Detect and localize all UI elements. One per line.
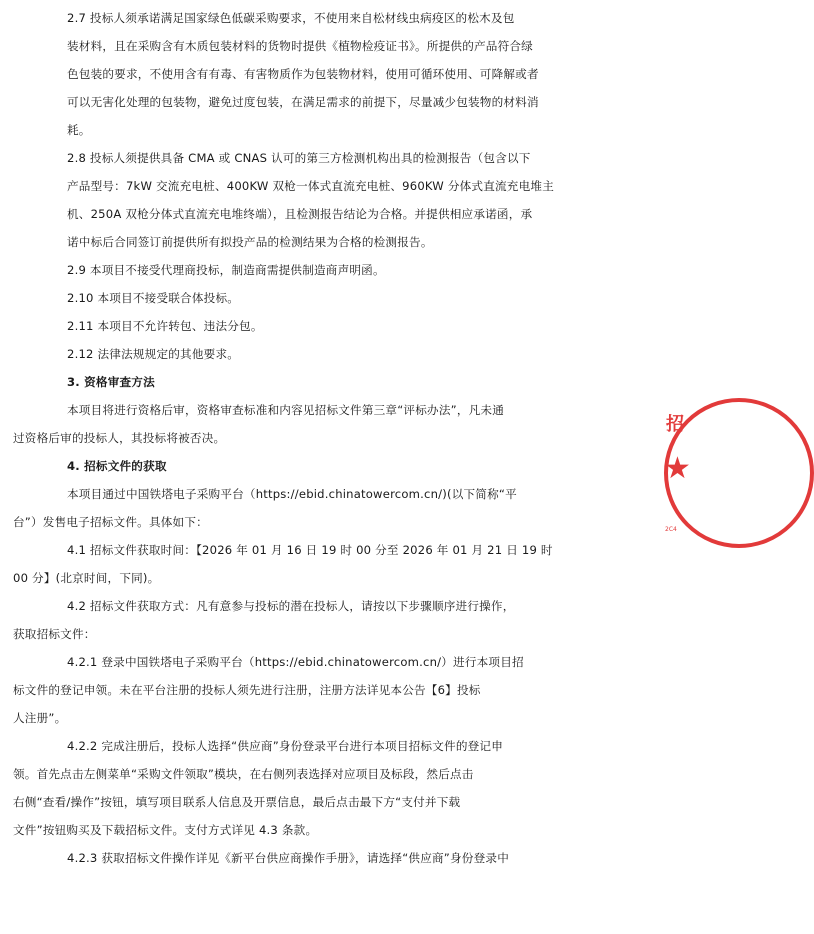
text-line: 领。首先点击左侧菜单“采购文件领取”模块，在右侧列表选择对应项目及标段，然后点击 [13,767,474,781]
text-line: 4.1 招标文件获取时间：【2026 年 01 月 16 日 19 时 00 分至 2026 年 01 月 21 日 19 时 [67,543,553,557]
paragraph-4-2-2 [13,732,580,844]
text-line: 色包装的要求，不使用含有有毒、有害物质作为包装物材料，使用可循环使用、可降解或者 [67,67,539,81]
paragraph-2-10 [40,284,580,312]
text-line: 装材料，且在采购含有木质包装材料的货物时提供《植物检疫证书》。所提供的产品符合绿 [67,39,533,53]
text-line: 诺中标后合同签订前提供所有拟投产品的检测结果为合格的检测报告。 [67,235,433,249]
document-page [13,4,580,872]
text-line: 产品型号：7kW 交流充电桩、400KW 双枪一体式直流充电桩、960KW 分体式直流充电堆主 [67,179,554,193]
text-line: 本项目将进行资格后审，资格审查标准和内容见招标文件第三章“评标办法”，凡未通 [67,403,504,417]
text-line: 2.12 法律法规规定的其他要求。 [67,347,240,361]
text-line: 文件”按钮购买及下载招标文件。支付方式详见 4.3 条款。 [13,823,318,837]
section-heading-4 [40,452,580,480]
text-line: 2.7 投标人须承诺满足国家绿色低碳采购要求，不使用来自松材线虫病疫区的松木及包 [67,11,515,25]
text-line: 人注册”。 [13,711,67,725]
paragraph-2-7 [40,4,580,144]
text-line: 机、250A 双枪分体式直流充电堆终端），且检测报告结论为合格。并提供相应承诺函，承 [67,207,533,221]
paragraph-4-2-1 [13,648,580,732]
section-heading-3 [40,368,580,396]
red-seal-stamp [664,398,691,548]
heading-text: 3. 资格审查方法 [67,375,155,389]
paragraph-2-9 [40,256,580,284]
seal-character: 招 [666,414,684,435]
text-line: 2.11 本项目不允许转包、违法分包。 [67,319,263,333]
text-line: 可以无害化处理的包装物，避免过度包装，在满足需求的前提下，尽量减少包装物的材料消 [67,95,539,109]
paragraph-2-8 [40,144,580,256]
paragraph-2-12 [40,340,580,368]
text-line: 4.2 招标文件获取方式：凡有意参与投标的潜在投标人，请按以下步骤顺序进行操作， [67,599,515,613]
seal-star-icon: ★ [664,451,691,486]
text-line: 本项目通过中国铁塔电子采购平台（https://ebid.chinatowercom.cn/)(以下简称“平 [67,487,517,501]
text-line: 获取招标文件： [13,627,96,641]
text-line: 2.9 本项目不接受代理商投标，制造商需提供制造商声明函。 [67,263,385,277]
text-line: 4.2.1 登录中国铁塔电子采购平台（https://ebid.chinatowercom.cn/）进行本项目招 [67,655,524,669]
paragraph-4-1 [13,536,580,592]
text-line: 4.2.2 完成注册后，投标人选择“供应商”身份登录平台进行本项目招标文件的登记申 [67,739,503,753]
text-line: 耗。 [67,123,91,137]
paragraph-2-11 [40,312,580,340]
text-line: 台”）发售电子招标文件。具体如下： [13,515,208,529]
text-line: 右侧“查看/操作”按钮，填写项目联系人信息及开票信息，最后点击最下方“支付并下载 [13,795,461,809]
paragraph-4-2-3 [40,844,580,872]
text-line: 2.10 本项目不接受联合体投标。 [67,291,240,305]
text-line: 00 分】(北京时间，下同)。 [13,571,160,585]
text-line: 4.2.3 获取招标文件操作详见《新平台供应商操作手册》，请选择“供应商”身份登录中 [67,851,509,865]
text-line: 标文件的登记申领。未在平台注册的投标人须先进行注册，注册方法详见本公告【6】投标 [13,683,481,697]
seal-code: 2C4 [665,526,677,533]
text-line: 过资格后审的投标人，其投标将被否决。 [13,431,226,445]
heading-text: 4. 招标文件的获取 [67,459,167,473]
paragraph-4 [13,480,580,536]
text-line: 2.8 投标人须提供具备 CMA 或 CNAS 认可的第三方检测机构出具的检测报告（包含以下 [67,151,531,165]
paragraph-3 [13,396,580,452]
paragraph-4-2 [13,592,580,648]
